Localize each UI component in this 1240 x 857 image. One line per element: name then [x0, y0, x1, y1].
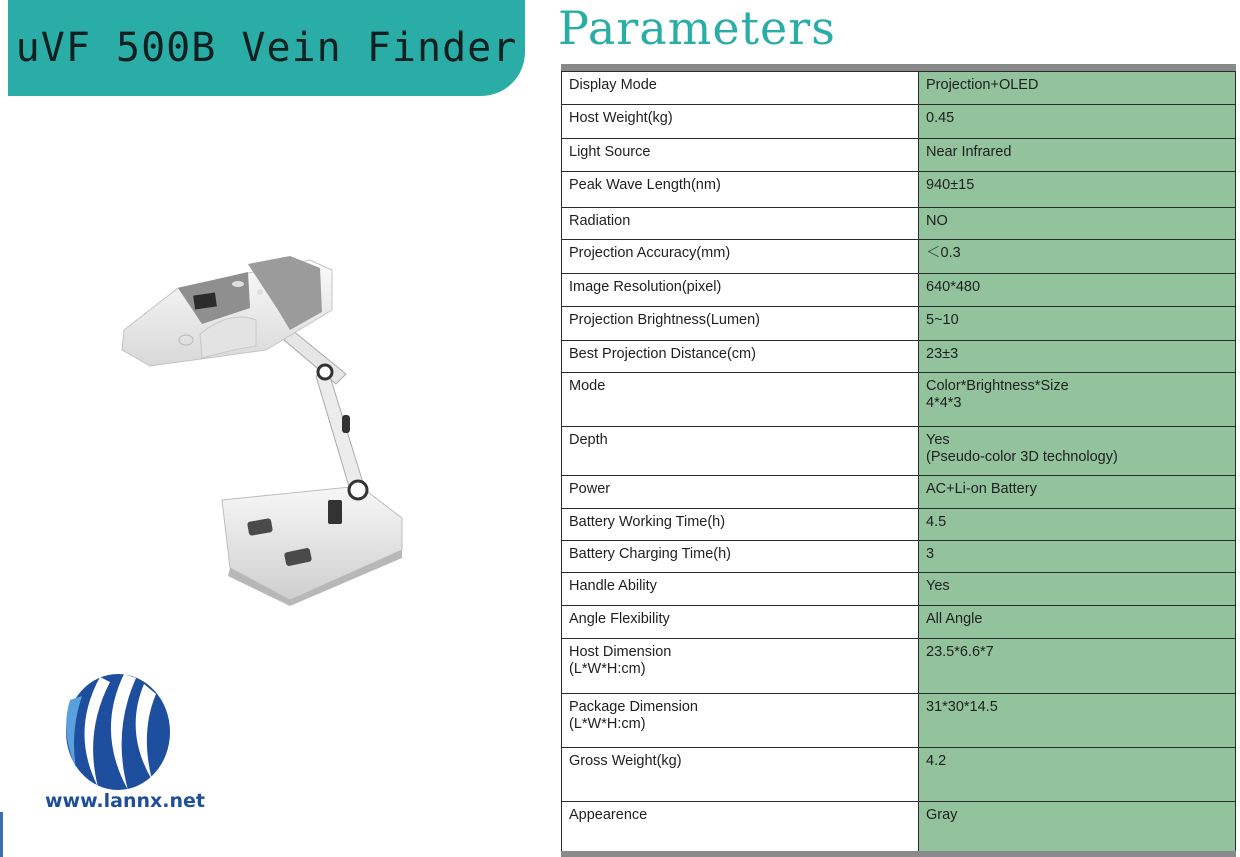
vein-finder-device-illustration: [110, 250, 470, 620]
parameters-table-body: [562, 72, 1236, 852]
param-value-cell: [919, 476, 1236, 509]
param-label-cell: [562, 541, 919, 573]
param-value-text: AC+Li-on Battery: [926, 481, 1037, 497]
param-label-cell: [562, 606, 919, 639]
param-value-cell: [919, 341, 1236, 373]
param-value-cell: [919, 172, 1236, 208]
param-label-cell: [562, 802, 919, 852]
param-value-cell: [919, 240, 1236, 274]
param-label-cell: [562, 748, 919, 802]
param-value-text: Projection+OLED: [926, 77, 1039, 93]
param-value-text: 5~10: [926, 312, 959, 328]
table-row: [562, 573, 1236, 606]
param-value-text: 0.45: [926, 110, 955, 126]
param-label-cell: [562, 694, 919, 748]
param-value-cell: [919, 606, 1236, 639]
table-row: [562, 240, 1236, 274]
param-value-cell: [919, 639, 1236, 694]
param-label-text: Host Weight(kg): [569, 110, 673, 126]
param-label-cell: [562, 373, 919, 427]
table-row: [562, 307, 1236, 341]
param-label-cell: [562, 274, 919, 307]
param-label-cell: [562, 476, 919, 509]
param-value-cell: [919, 139, 1236, 172]
param-value-text: Yes: [926, 432, 950, 448]
table-row: [562, 748, 1236, 802]
param-label-text: Projection Brightness(Lumen): [569, 312, 761, 328]
param-value-text: 4.2: [926, 753, 947, 769]
left-edge-bar: [0, 812, 3, 857]
table-row: [562, 105, 1236, 139]
param-value-cell: [919, 509, 1236, 541]
table-row: [562, 606, 1236, 639]
param-label-text: (L*W*H:cm): [569, 716, 646, 732]
table-row: [562, 694, 1236, 748]
param-label-cell: [562, 341, 919, 373]
param-value-text: Near Infrared: [926, 144, 1012, 160]
param-value-cell: [919, 573, 1236, 606]
param-label-cell: [562, 573, 919, 606]
table-bottom-bar: [561, 851, 1236, 857]
title-banner: [8, 0, 525, 96]
param-value-text: Yes: [926, 578, 950, 594]
param-label-text: Projection Accuracy(mm): [569, 245, 731, 261]
table-row: [562, 427, 1236, 476]
param-label-cell: [562, 639, 919, 694]
table-row: [562, 172, 1236, 208]
param-value-cell: [919, 748, 1236, 802]
param-label-text: Gross Weight(kg): [569, 753, 682, 769]
param-value-text: (Pseudo-color 3D technology): [926, 449, 1118, 465]
param-value-cell: [919, 373, 1236, 427]
param-value-cell: [919, 105, 1236, 139]
param-label-cell: [562, 307, 919, 341]
param-value-text: ＜0.3: [926, 245, 961, 261]
param-value-text: 640*480: [926, 279, 981, 295]
param-value-text: NO: [926, 213, 948, 229]
table-row: [562, 139, 1236, 172]
parameters-heading: Parameters: [558, 1, 836, 55]
param-label-text: Appearence: [569, 807, 648, 823]
table-row: [562, 476, 1236, 509]
param-label-text: Battery Working Time(h): [569, 514, 726, 530]
param-label-text: (L*W*H:cm): [569, 661, 646, 677]
param-value-cell: [919, 541, 1236, 573]
parameters-table: [561, 71, 1236, 852]
param-value-text: All Angle: [926, 611, 983, 627]
param-value-text: 940±15: [926, 177, 975, 193]
param-label-text: Mode: [569, 378, 606, 394]
table-row: [562, 341, 1236, 373]
param-value-text: 4.5: [926, 514, 947, 530]
table-row: [562, 509, 1236, 541]
param-value-cell: [919, 694, 1236, 748]
param-label-text: Power: [569, 481, 611, 497]
param-value-cell: [919, 274, 1236, 307]
param-value-cell: [919, 208, 1236, 240]
table-row: [562, 373, 1236, 427]
param-label-cell: [562, 139, 919, 172]
param-label-text: Angle Flexibility: [569, 611, 670, 627]
param-value-cell: [919, 802, 1236, 852]
param-label-cell: [562, 172, 919, 208]
param-value-text: 4*4*3: [926, 395, 962, 411]
table-row: [562, 274, 1236, 307]
param-label-text: Radiation: [569, 213, 631, 229]
param-label-text: Host Dimension: [569, 644, 672, 660]
table-row: [562, 541, 1236, 573]
param-label-cell: [562, 72, 919, 105]
param-value-text: 23±3: [926, 346, 959, 362]
param-label-cell: [562, 509, 919, 541]
param-label-text: Best Projection Distance(cm): [569, 346, 756, 362]
page-title: uVF 500B Vein Finder: [15, 25, 518, 71]
param-value-cell: [919, 72, 1236, 105]
param-label-cell: [562, 427, 919, 476]
param-label-text: Image Resolution(pixel): [569, 279, 722, 295]
param-label-text: Battery Charging Time(h): [569, 546, 731, 562]
table-row: [562, 72, 1236, 105]
table-row: [562, 802, 1236, 852]
param-label-text: Display Mode: [569, 77, 657, 93]
param-value-text: 31*30*14.5: [926, 699, 998, 715]
param-label-cell: [562, 240, 919, 274]
table-row: [562, 639, 1236, 694]
param-value-cell: [919, 307, 1236, 341]
param-value-cell: [919, 427, 1236, 476]
param-label-text: Handle Ability: [569, 578, 657, 594]
param-value-text: Gray: [926, 807, 958, 823]
param-value-text: Color*Brightness*Size: [926, 378, 1069, 394]
table-top-bar: [561, 64, 1236, 71]
param-label-cell: [562, 208, 919, 240]
table-row: [562, 208, 1236, 240]
param-label-cell: [562, 105, 919, 139]
logo-website-text: www.lannx.net: [44, 790, 205, 812]
param-label-text: Light Source: [569, 144, 651, 160]
param-label-text: Depth: [569, 432, 608, 448]
param-label-text: Peak Wave Length(nm): [569, 177, 721, 193]
param-value-text: 3: [926, 546, 935, 562]
param-label-text: Package Dimension: [569, 699, 698, 715]
param-value-text: 23.5*6.6*7: [926, 644, 994, 660]
